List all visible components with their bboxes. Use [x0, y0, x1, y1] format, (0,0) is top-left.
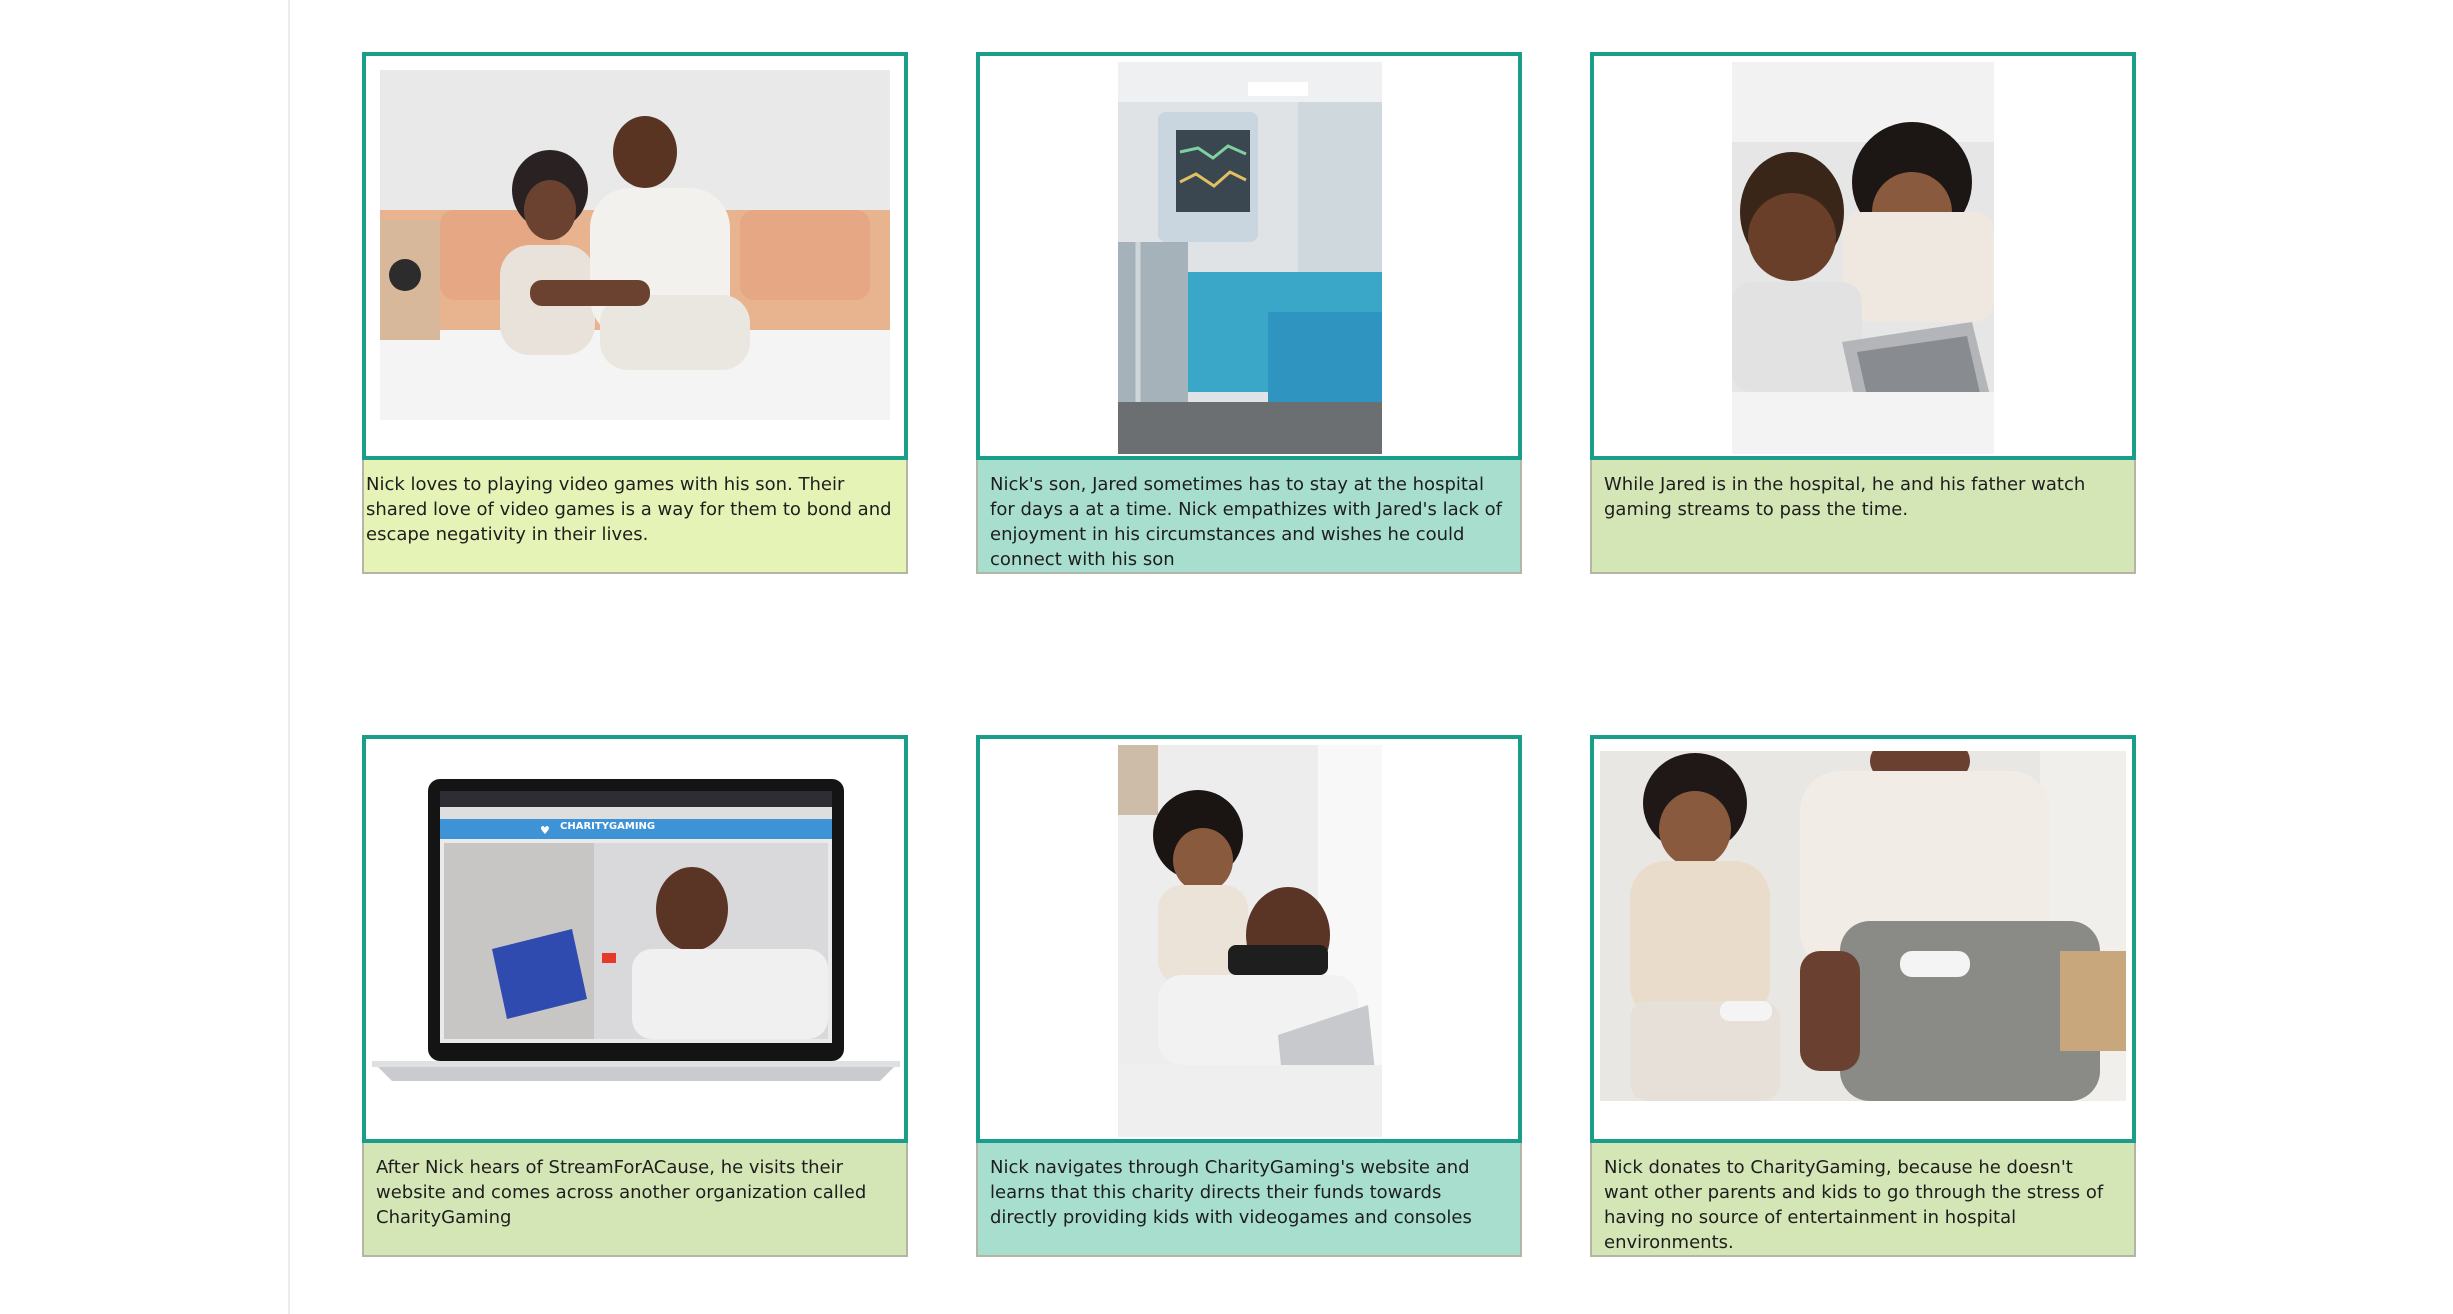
- panel-image-frame: [1590, 735, 2136, 1143]
- panel-image-frame: [362, 52, 908, 460]
- panel-image-frame: [976, 735, 1522, 1143]
- panel-image-frame: [1590, 52, 2136, 460]
- page-left-divider: [288, 0, 290, 1314]
- father-son-watching-laptop-photo: [1732, 62, 1994, 454]
- panel-caption: While Jared is in the hospital, he and his father watch gaming streams to pass the time.: [1590, 460, 2136, 574]
- panel-caption: After Nick hears of StreamForACause, he visits their website and comes across another organization called CharityGaming: [362, 1143, 908, 1257]
- laptop-charitygaming-website-photo: [372, 779, 900, 1089]
- hospital-room-monitor-photo: [1118, 62, 1382, 454]
- panel-image-frame: [976, 52, 1522, 460]
- father-son-playing-video-games-photo: [380, 70, 890, 420]
- father-son-browsing-laptop-photo: [1118, 745, 1382, 1137]
- father-son-gaming-controllers-photo: [1600, 751, 2126, 1101]
- storyboard-panel-1: [362, 52, 908, 574]
- storyboard-panel-4: [362, 735, 908, 1257]
- panel-caption: Nick's son, Jared sometimes has to stay at the hospital for days a at a time. Nick empathizes with Jared's lack of enjoyment in his circumstances and wishes he could connect with his son: [976, 460, 1522, 574]
- storyboard-panel-6: [1590, 735, 2136, 1257]
- storyboard-panel-3: [1590, 52, 2136, 574]
- panel-image-frame: [362, 735, 908, 1143]
- storyboard-panel-5: [976, 735, 1522, 1257]
- panel-caption: Nick donates to CharityGaming, because he doesn't want other parents and kids to go through the stress of having no source of entertainment in hospital environments.: [1590, 1143, 2136, 1257]
- svg-text:♥: ♥: [540, 824, 550, 837]
- screen-brand-label: CHARITYGAMING: [560, 821, 656, 832]
- panel-caption: Nick loves to playing video games with his son. Their shared love of video games is a way for them to bond and escape negativity in their lives.: [362, 460, 908, 574]
- storyboard-panel-2: [976, 52, 1522, 574]
- panel-caption: Nick navigates through CharityGaming's website and learns that this charity directs their funds towards directly providing kids with videogames and consoles: [976, 1143, 1522, 1257]
